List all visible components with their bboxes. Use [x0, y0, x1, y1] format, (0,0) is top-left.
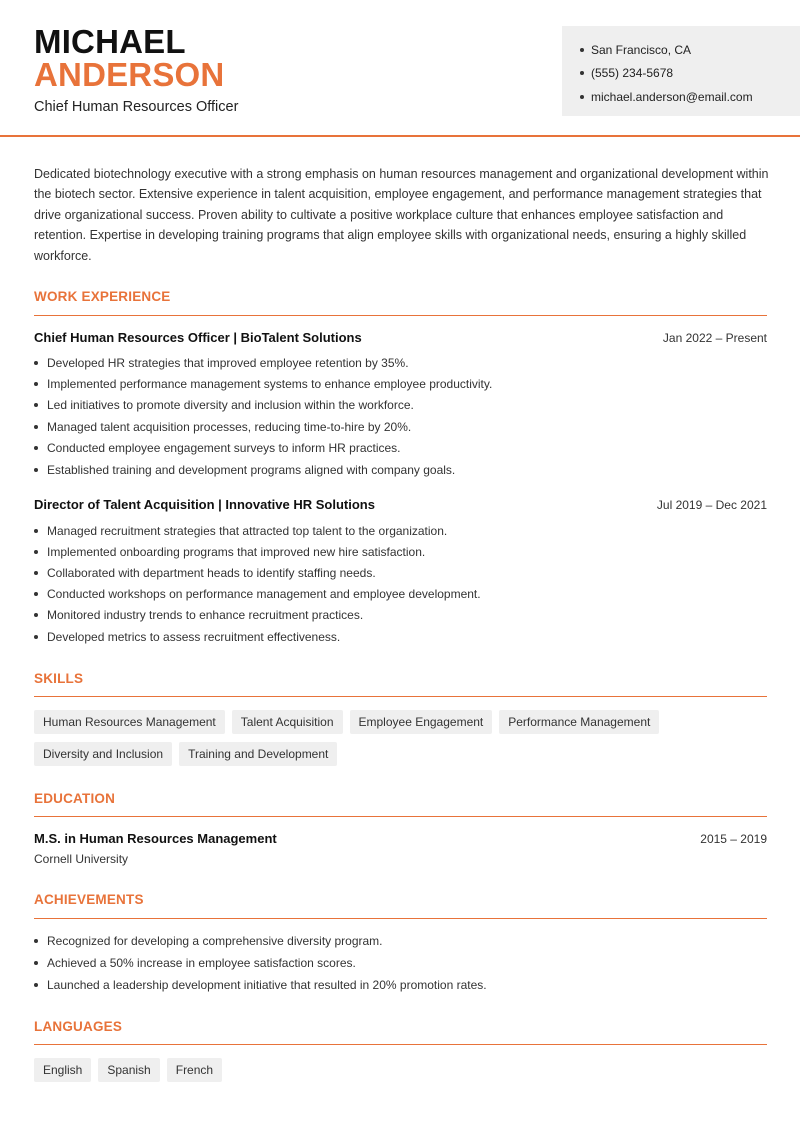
list-item	[34, 584, 767, 605]
email-text[interactable]: michael.anderson@email.com	[591, 89, 753, 104]
resume-header	[0, 0, 800, 137]
bullet-icon	[34, 635, 38, 639]
school: Cornell University	[34, 852, 129, 866]
bullet-icon	[34, 382, 38, 386]
list-item	[34, 952, 767, 974]
skill-tag: Performance Management	[499, 710, 659, 734]
degree: M.S. in Human Resources Management	[34, 831, 277, 846]
section-title-skills: SKILLS	[34, 671, 84, 686]
bullet-text: Managed recruitment strategies that attracted top talent to the organization.	[47, 523, 448, 538]
last-name: ANDERSON	[34, 56, 225, 93]
bullet-icon	[34, 961, 38, 965]
language-tag: Spanish	[98, 1058, 159, 1082]
job-role: Chief Human Resources Officer | BioTalent Solutions	[34, 330, 362, 345]
skill-tag: Training and Development	[179, 742, 337, 766]
bullet-text: Established training and development programs aligned with company goals.	[47, 462, 456, 477]
bullet-text: Recognized for developing a comprehensive diversity program.	[47, 934, 383, 948]
skills-list	[34, 710, 767, 766]
bullet-text: Implemented performance management systems to enhance employee productivity.	[47, 377, 493, 392]
job-header	[34, 497, 767, 512]
bullet-text: Led initiatives to promote diversity and inclusion within the workforce.	[47, 398, 414, 413]
list-item	[34, 395, 767, 416]
contact-location	[580, 38, 800, 62]
list-item	[34, 930, 767, 952]
phone-text: (555) 234-5678	[591, 66, 674, 81]
list-item	[34, 520, 767, 541]
bullet-text: Launched a leadership development initiative that resulted in 20% promotion rates.	[47, 978, 487, 992]
education-dates: 2015 – 2019	[700, 832, 767, 846]
section-divider	[34, 918, 767, 919]
list-item	[34, 562, 767, 583]
bullet-text: Collaborated with department heads to identify staffing needs.	[47, 565, 376, 580]
skill-tag: Human Resources Management	[34, 710, 225, 734]
section-divider	[34, 816, 767, 817]
bullet-icon	[34, 571, 38, 575]
bullet-icon	[34, 613, 38, 617]
list-item	[34, 459, 767, 480]
bullet-icon	[34, 550, 38, 554]
bullet-icon	[580, 71, 584, 75]
section-title-achievements: ACHIEVEMENTS	[34, 892, 144, 907]
job-title: Chief Human Resources Officer	[34, 99, 239, 115]
bullet-text: Monitored industry trends to enhance recruitment practices.	[47, 608, 364, 623]
education-header	[34, 831, 767, 846]
list-item	[34, 373, 767, 394]
section-divider	[34, 315, 767, 316]
job-dates: Jul 2019 – Dec 2021	[656, 498, 767, 512]
bullet-icon	[34, 446, 38, 450]
bullet-icon	[34, 425, 38, 429]
job-dates: Jan 2022 – Present	[662, 331, 767, 345]
achievements-list	[34, 930, 767, 996]
list-item	[34, 974, 767, 996]
list-item	[34, 416, 767, 437]
contact-phone	[580, 62, 800, 86]
bullet-text: Conducted workshops on performance management and employee development.	[47, 587, 481, 602]
section-divider	[34, 1044, 767, 1045]
section-divider	[34, 696, 767, 697]
list-item	[34, 626, 767, 647]
bullet-text: Conducted employee engagement surveys to inform HR practices.	[47, 441, 401, 456]
bullet-icon	[580, 48, 584, 52]
bullet-icon	[34, 403, 38, 407]
skill-tag: Diversity and Inclusion	[34, 742, 172, 766]
bullet-text: Developed HR strategies that improved employee retention by 35%.	[47, 355, 409, 370]
language-tag: French	[167, 1058, 222, 1082]
contact-email[interactable]	[580, 85, 800, 109]
bullet-icon	[580, 95, 584, 99]
section-title-education: EDUCATION	[34, 791, 116, 806]
list-item	[34, 605, 767, 626]
list-item	[34, 352, 767, 373]
bullet-text: Developed metrics to assess recruitment effectiveness.	[47, 629, 341, 644]
first-name: MICHAEL	[34, 23, 186, 60]
bullet-icon	[34, 592, 38, 596]
section-title-work: WORK EXPERIENCE	[34, 289, 171, 304]
skill-tag: Employee Engagement	[350, 710, 493, 734]
bullet-icon	[34, 361, 38, 365]
job-role: Director of Talent Acquisition | Innovative HR Solutions	[34, 497, 375, 512]
section-title-languages: LANGUAGES	[34, 1019, 123, 1034]
language-tag: English	[34, 1058, 91, 1082]
bullet-icon	[34, 939, 38, 943]
summary-text: Dedicated biotechnology executive with a strong emphasis on human resources management and organizational development within the biotech sector. Extensive experience in talent acquisition, employee engagement, and performance management strategies that drive organizational success. Proven ability to cultivate a positive workplace culture that enhances employee satisfaction and retention. Expertise in developing training programs that align employee skills with organizational needs, ensuring a highly skilled workforce.	[34, 167, 769, 263]
bullet-icon	[34, 983, 38, 987]
bullet-text: Achieved a 50% increase in employee satisfaction scores.	[47, 956, 356, 970]
skill-tag: Talent Acquisition	[232, 710, 343, 734]
bullet-text: Managed talent acquisition processes, reducing time-to-hire by 20%.	[47, 419, 412, 434]
bullet-icon	[34, 468, 38, 472]
bullet-text: Implemented onboarding programs that improved new hire satisfaction.	[47, 544, 426, 559]
job-bullets	[34, 520, 767, 647]
location-text: San Francisco, CA	[591, 42, 692, 57]
languages-list	[34, 1058, 767, 1082]
contact-box	[562, 26, 800, 116]
list-item	[34, 438, 767, 459]
job-bullets	[34, 352, 767, 480]
job-header	[34, 330, 767, 345]
list-item	[34, 541, 767, 562]
bullet-icon	[34, 529, 38, 533]
